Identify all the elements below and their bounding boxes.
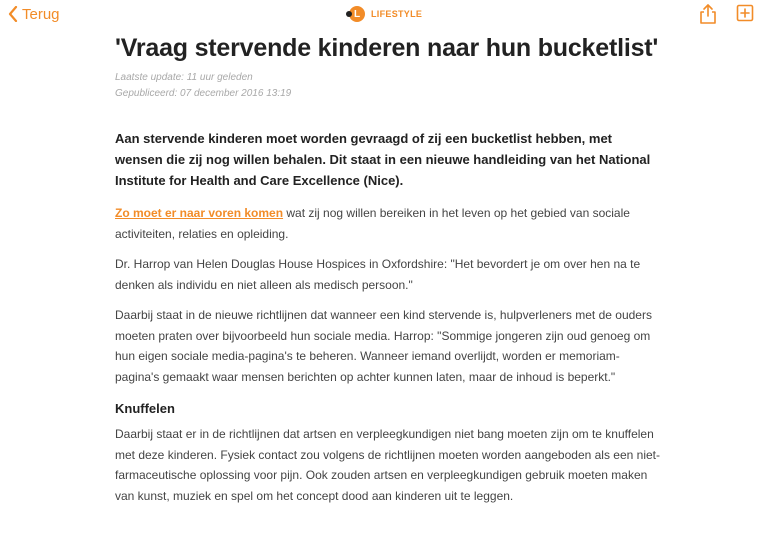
lifestyle-logo-icon <box>349 6 365 22</box>
share-icon[interactable] <box>698 3 718 25</box>
paragraph-1-text: wat zij nog willen bereiken in het leven op het gebied van sociale activiteiten, relaties en opleiding. <box>115 206 630 241</box>
article-link[interactable]: Zo moet er naar voren komen <box>115 206 284 220</box>
back-button[interactable] <box>8 4 60 24</box>
article-title: 'Vraag stervende kinderen naar hun bucketlist' <box>115 34 659 62</box>
add-icon[interactable] <box>736 4 754 22</box>
subheading: Knuffelen <box>115 401 175 416</box>
paragraph-3: Daarbij staat in de nieuwe richtlijnen dat wanneer een kind stervende is, hulpverleners met de ouders moeten praten over bijvoorbeeld hun sociale media. Harrop: "Sommige jongeren zijn oud genoeg om hun eigen sociale media-pagina's te beheren. Wanneer iemand overlijdt, worden er memoriam-pagina's gemaakt waar mensen berichten op achter kunnen laten, maar de inhoud is beperkt." <box>115 308 652 384</box>
article-meta <box>115 70 660 102</box>
last-updated: Laatste update: 11 uur geleden <box>115 72 253 83</box>
article-content <box>115 28 660 506</box>
paragraph-2: Dr. Harrop van Helen Douglas House Hospices in Oxfordshire: "Het bevordert je om over hen na te denken als individu en niet alleen als medisch persoon." <box>115 257 641 292</box>
paragraph-4: Daarbij staat er in de richtlijnen dat artsen en verpleegkundigen niet bang moeten zijn om te knuffelen met deze kinderen. Fysiek contact zou volgens de richtlijnen moeten worden aangeboden als een niet-farmaceutische oplossing voor pijn. Ook zouden artsen en verpleegkundigen gebruik moeten maken van kunst, muziek en spel om het concept dood aan kinderen uit te leggen. <box>115 427 660 503</box>
section-label: LIFESTYLE <box>371 9 423 19</box>
paragraph-1 <box>115 203 660 244</box>
top-navigation-bar <box>0 0 768 28</box>
section-header <box>349 4 422 24</box>
article-lead: Aan stervende kinderen moet worden gevraagd of zij een bucketlist hebben, met wensen die zij nog willen behalen. Dit staat in een nieuwe handleiding van het National Institute for Health and Care Excellence (Nice). <box>115 131 651 188</box>
back-label: Terug <box>22 5 60 23</box>
published-date: Gepubliceerd: 07 december 2016 13:19 <box>115 88 292 99</box>
logo-letter: L <box>353 8 361 20</box>
chevron-left-icon <box>8 6 18 22</box>
